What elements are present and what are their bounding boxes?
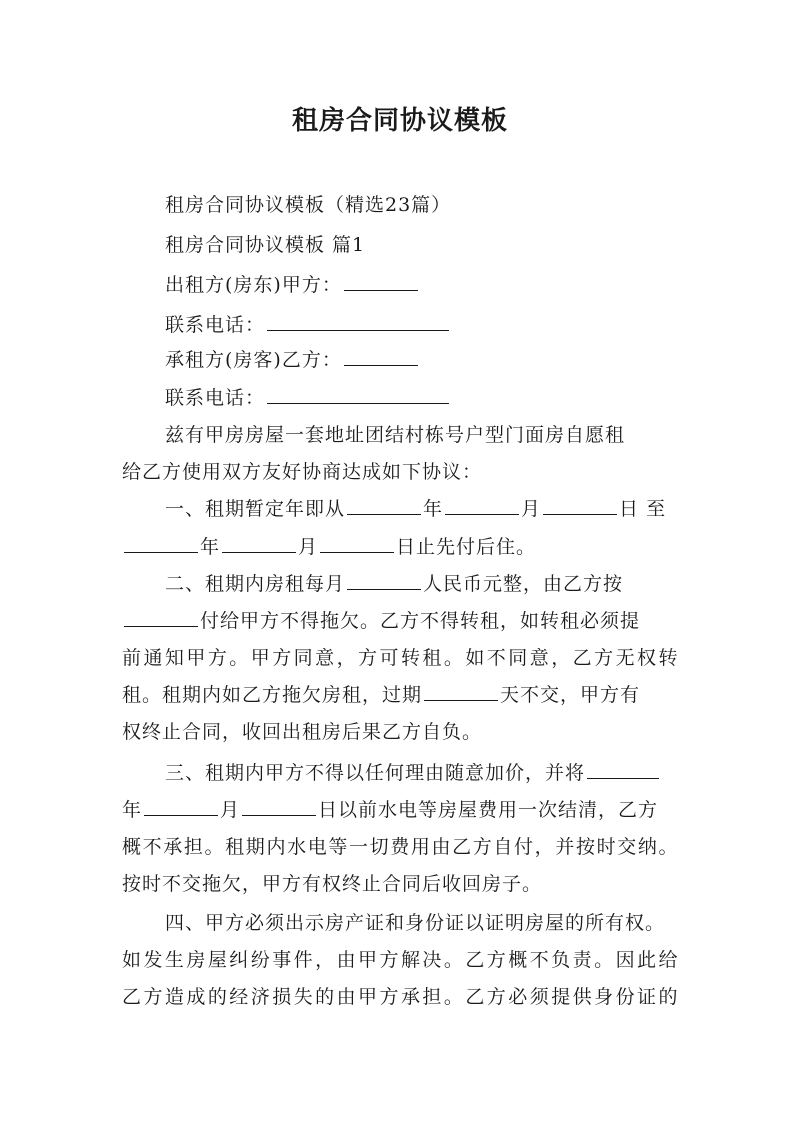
lessee-phone-label: 联系电话： xyxy=(165,387,266,409)
lessor-label: 出租方(房东)甲方： xyxy=(165,274,342,296)
days-blank xyxy=(424,681,498,701)
lessee-label: 承租方(房客)乙方： xyxy=(165,349,342,371)
lessor-phone-label: 联系电话： xyxy=(165,314,266,336)
document-title: 租房合同协议模板 xyxy=(291,106,508,136)
clause-text: 一、租期暂定年即从 xyxy=(165,498,346,520)
clause-4-line: 四、甲方必须出示房产证和身份证以证明房屋的所有权。 xyxy=(165,912,666,934)
clause-text: 日 至 xyxy=(619,498,667,520)
clause-text: 租。租期内如乙方拖欠房租，过期 xyxy=(122,684,423,706)
year-blank xyxy=(347,495,421,515)
clause-text: 人民币元整，由乙方按 xyxy=(423,573,624,595)
year-blank xyxy=(587,759,659,779)
lessee-phone-line xyxy=(165,383,451,410)
subtitle-line: 租房合同协议模板（精选23篇） xyxy=(165,194,452,216)
clause-text: 月 xyxy=(220,799,241,821)
day-blank xyxy=(320,533,394,553)
clause-3-line: 按时不交拖欠，甲方有权终止合同后收回房子。 xyxy=(122,873,543,895)
section-heading: 租房合同协议模板 篇1 xyxy=(165,234,366,256)
clause-1-line xyxy=(165,494,666,521)
clause-text: 二、租期内房租每月 xyxy=(165,573,346,595)
clause-2-line xyxy=(122,606,640,633)
year-blank xyxy=(124,533,198,553)
paragraph-line: 给乙方使用双方友好协商达成如下协议： xyxy=(122,461,483,483)
rent-blank xyxy=(347,570,421,590)
clause-text: 三、租期内甲方不得以任何理由随意加价，并将 xyxy=(165,762,586,784)
lessee-phone-blank xyxy=(267,384,449,404)
clause-2-line xyxy=(165,569,623,596)
clause-text: 付给甲方不得拖欠。乙方不得转租，如转租必须提 xyxy=(200,610,641,632)
month-blank xyxy=(222,533,296,553)
month-blank xyxy=(144,796,218,816)
lessor-phone-blank xyxy=(267,311,449,331)
clause-text: 月 xyxy=(521,498,542,520)
clause-4-line: 如发生房屋纠纷事件，由甲方解决。乙方概不负责。因此给 xyxy=(122,949,678,971)
clause-3-line xyxy=(122,795,658,822)
clause-2-line xyxy=(122,680,640,707)
clause-1-line xyxy=(122,532,536,559)
clause-text: 年 xyxy=(122,799,143,821)
clause-3-line xyxy=(165,758,661,785)
day-blank xyxy=(242,796,316,816)
clause-text: 年 xyxy=(200,536,221,558)
clause-text: 日以前水电等房屋费用一次结清，乙方 xyxy=(318,799,659,821)
lessor-phone-line xyxy=(165,310,451,337)
lessee-line xyxy=(165,345,420,372)
clause-text: 年 xyxy=(423,498,444,520)
clause-text: 日止先付后住。 xyxy=(396,536,537,558)
day-blank xyxy=(543,495,617,515)
clause-text: 天不交，甲方有 xyxy=(500,684,641,706)
payment-blank xyxy=(124,607,198,627)
month-blank xyxy=(445,495,519,515)
clause-text: 月 xyxy=(298,536,319,558)
clause-3-line: 概不承担。租期内水电等一切费用由乙方自付，并按时交纳。 xyxy=(122,836,678,858)
lessor-line xyxy=(165,270,420,297)
clause-2-line: 前通知甲方。甲方同意，方可转租。如不同意，乙方无权转 xyxy=(122,647,678,669)
lessor-blank xyxy=(344,271,418,291)
lessee-blank xyxy=(344,346,418,366)
clause-2-line: 权终止合同，收回出租房后果乙方自负。 xyxy=(122,721,483,743)
paragraph-line: 兹有甲房房屋一套地址团结村栋号户型门面房自愿租 xyxy=(165,424,626,446)
clause-4-line: 乙方造成的经济损失的由甲方承担。乙方必须提供身份证的 xyxy=(122,986,678,1008)
